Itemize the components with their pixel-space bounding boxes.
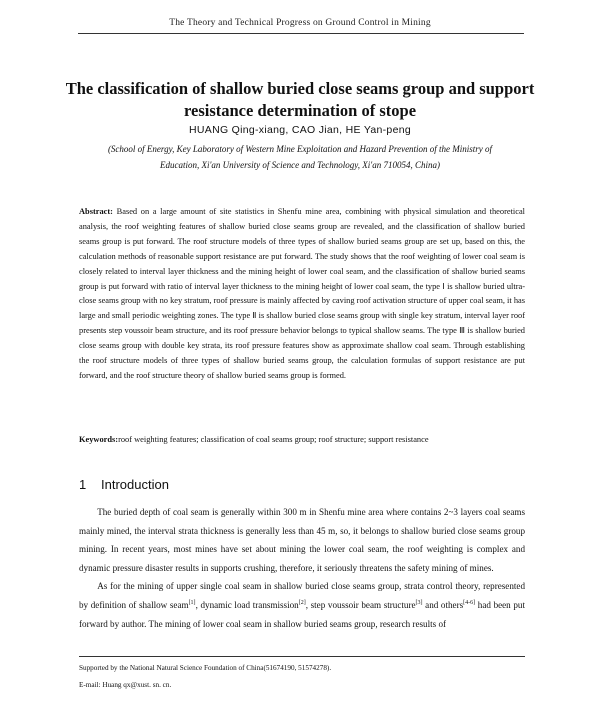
citation-ref-1: [1] [188, 599, 196, 606]
intro-paragraph-2 [79, 577, 525, 633]
abstract-text: Based on a large amount of site statistics in Shenfu mine area, combining with physical simulation and theoretical analysis, the roof weighting features of shallow buried close seams group are revealed, and the classification of shallow buried seams group is put forward. The roof structure models of three types of shallow buried seams group are set up, based on this, the calculation methods of reasonable support resistance are put forward. The study shows that the roof weighting of lower coal seam is closely related to interval layer thickness and the mining height of lower coal seam, and the classification of shallow buried seams group is put forward with ratio of interval layer thickness to the mining height of lower coal seam, the type Ⅰ is shallow buried ultra-close seams group with no key stratum, roof pressure is mainly affected by caving roof activation structure of upper coal seam, it has large and small periodic weighting zones. The type Ⅱ is shallow buried close seams group with single key stratum, interval layer roof presents step voussoir beam structure, and its roof pressure behavior belongs to typical shallow seams. The type Ⅲ is shallow buried close seams group with double key strata, its roof pressure features show as approximate shallow coal seam. Through establishing the roof structure models of three types of shallow buried seams group, the calculation formulas of support resistance are put forward, and the roof structure theory of shallow buried seams group is formed. [79, 207, 526, 380]
funding-footnote: Supported by the National Natural Science Foundation of China(51674190, 51574278). [79, 664, 332, 672]
keywords-label: Keywords: [79, 435, 119, 444]
paper-title: The classification of shallow buried close seams group and support resistance determination of stope [65, 79, 535, 120]
email-footnote: E-mail: Huang qx@xust. sn. cn. [79, 681, 172, 689]
running-head: The Theory and Technical Progress on Ground Control in Mining [169, 18, 431, 28]
header-rule [78, 33, 524, 34]
citation-ref-4: [4-6] [463, 599, 476, 606]
intro-p2-part-1: As for the mining of upper single coal seam in shallow buried close seams group, strata control theory, represented by definition of shallow seam [79, 581, 525, 610]
citation-ref-2: [2] [298, 599, 306, 606]
intro-p2-part-4: and others [422, 599, 464, 610]
intro-paragraph-1: The buried depth of coal seam is generally within 300 m in Shenfu mine area where contains 2~3 layers coal seams mainly mined, the interval strata thickness is generally less than 45 m, so, it belongs to shallow buried close seams group mining. In recent years, most mines have set about mining the lower coal seam, the roof weighting is complex and dynamic pressure disaster results in supports crushing, therefore, it seriously threatens the safety mining of mines. [79, 507, 525, 573]
keywords [79, 433, 525, 447]
intro-p2-part-3: , step voussoir beam structure [305, 599, 416, 610]
author-list: HUANG Qing-xiang, CAO Jian, HE Yan-peng [189, 124, 411, 136]
section-title: Introduction [101, 477, 169, 492]
keywords-text: roof weighting features; classification of coal seams group; roof structure; support resistance [118, 435, 429, 444]
footnote-rule [79, 656, 525, 657]
section-heading-introduction [79, 477, 169, 492]
introduction-body [79, 503, 525, 633]
section-number: 1 [79, 477, 87, 492]
affiliation: (School of Energy, Key Laboratory of Western Mine Exploitation and Hazard Prevention of the Ministry of Education, Xi'an University of Science and Technology, Xi'an 710054, China) [107, 144, 493, 170]
citation-ref-3: [3] [415, 599, 423, 606]
abstract [79, 205, 525, 384]
abstract-label: Abstract: [79, 207, 113, 216]
intro-p2-part-5: had been put forward by author. The mining of lower coal seam in shallow buried seams group, research results of [79, 599, 525, 629]
intro-p2-part-2: , dynamic load transmission [195, 599, 299, 610]
